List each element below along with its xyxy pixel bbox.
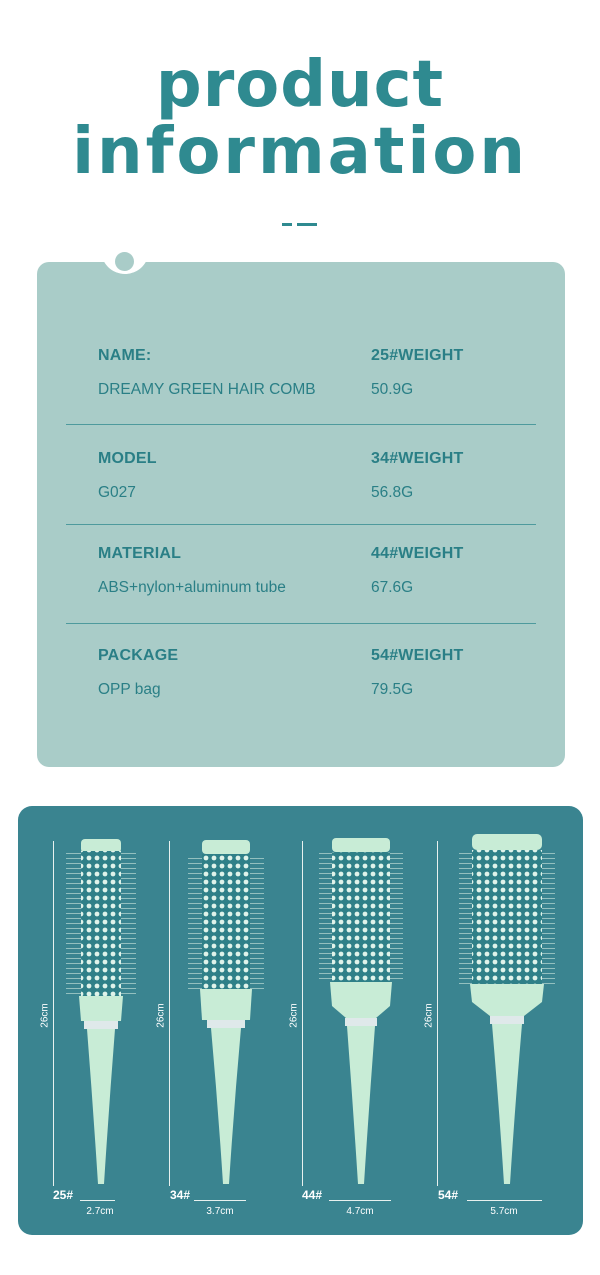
model-value: G027 [98,484,136,501]
package-value: OPP bag [98,681,161,698]
separator [66,424,536,425]
brush-34 [188,840,264,1184]
weight-34-label: 34#WEIGHT [371,450,464,467]
diameter-line [80,1200,115,1201]
package-label: PACKAGE [98,647,179,664]
separator [66,623,536,624]
diameter-label-34: 3.7cm [206,1206,234,1217]
length-line [169,841,170,1186]
size-number-25: 25# [53,1188,74,1202]
weight-54-label: 54#WEIGHT [371,647,464,664]
length-label-34: 26cm [155,1003,167,1028]
size-panel [18,806,583,1235]
weight-25-label: 25#WEIGHT [371,347,464,364]
divider-dash-short [282,223,292,226]
weight-54-value: 79.5G [371,681,414,698]
length-line [302,841,303,1186]
size-number-44: 44# [302,1188,323,1202]
title-line-2: information [72,115,528,189]
diameter-line [329,1200,391,1201]
card-dot-icon [115,252,134,271]
weight-44-label: 44#WEIGHT [371,545,464,562]
length-line [437,841,438,1186]
material-label: MATERIAL [98,545,182,562]
length-label-44: 26cm [288,1003,300,1028]
diameter-label-25: 2.7cm [86,1206,114,1217]
diameter-line [194,1200,246,1201]
diameter-label-44: 4.7cm [346,1206,374,1217]
name-label: NAME: [98,347,152,364]
size-number-54: 54# [438,1188,459,1202]
weight-25-value: 50.9G [371,381,414,398]
separator [66,524,536,525]
title-line-1: product [155,48,445,122]
diameter-label-54: 5.7cm [490,1206,518,1217]
size-number-34: 34# [170,1188,191,1202]
weight-44-value: 67.6G [371,579,414,596]
brush-54 [459,834,555,1184]
length-label-54: 26cm [423,1003,435,1028]
divider-dash-long [297,223,317,226]
brushes-illustration [18,806,583,1235]
model-label: MODEL [98,450,157,467]
diameter-line [467,1200,542,1201]
brush-25 [66,839,136,1184]
brush-44 [319,838,403,1184]
material-value: ABS+nylon+aluminum tube [98,579,286,596]
name-value: DREAMY GREEN HAIR COMB [98,381,316,398]
weight-34-value: 56.8G [371,484,414,501]
length-line [53,841,54,1186]
length-label-25: 26cm [39,1003,51,1028]
